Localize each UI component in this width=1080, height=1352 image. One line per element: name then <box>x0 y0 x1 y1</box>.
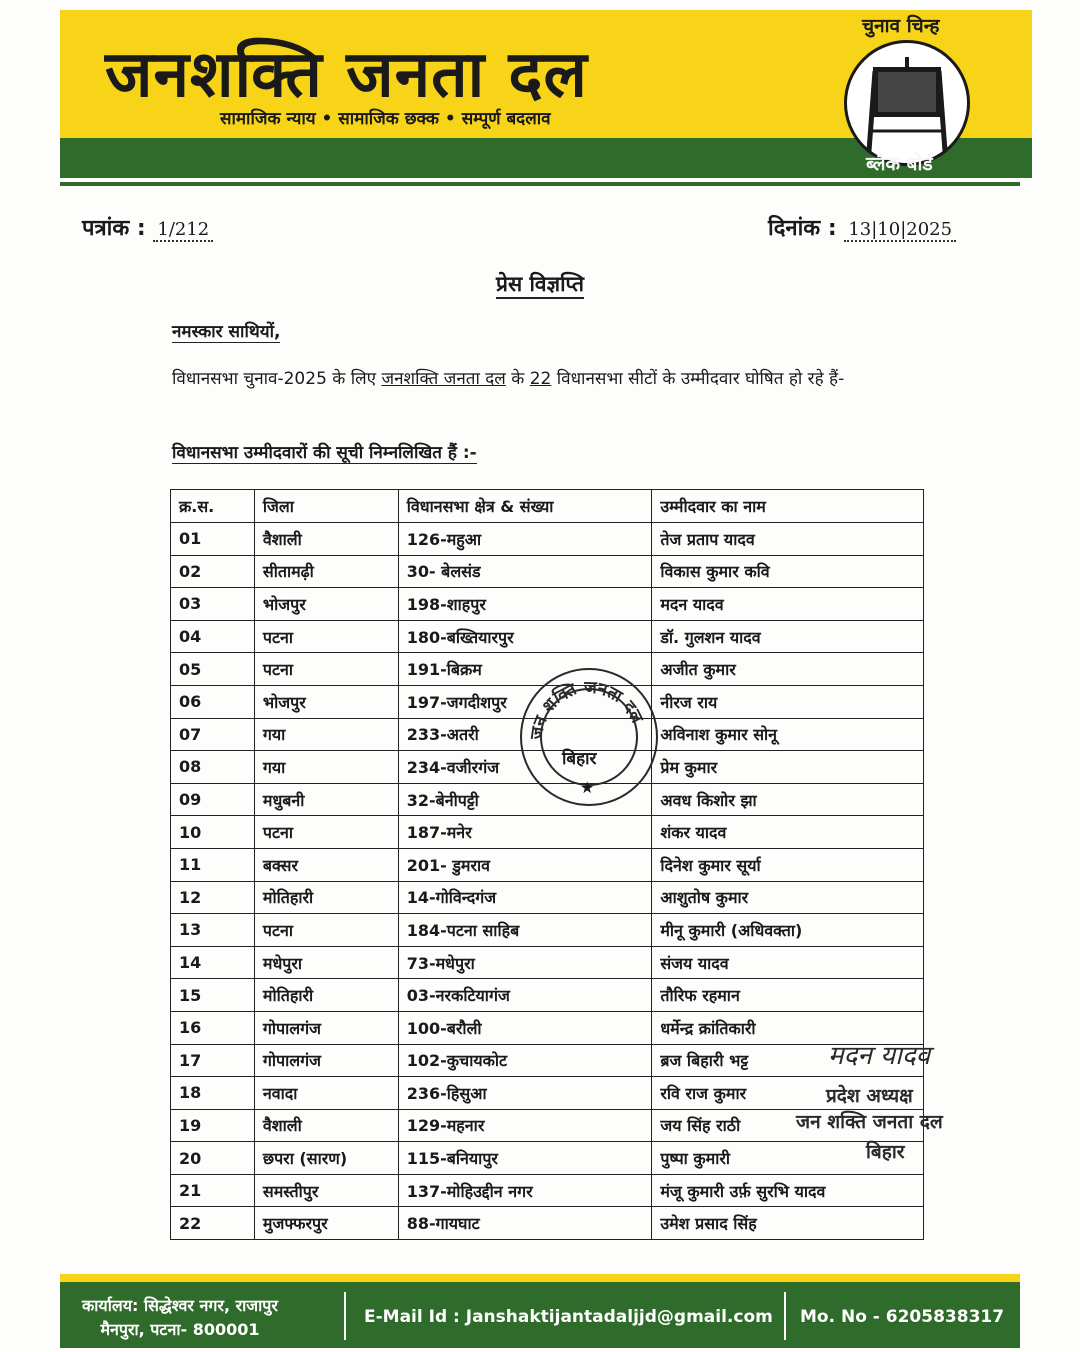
cell-constituency: 126-महुआ <box>398 523 652 556</box>
cell-district: वैशाली <box>254 1109 398 1142</box>
cell-serial: 10 <box>171 816 255 849</box>
signature-title: प्रदेश अध्यक्ष <box>826 1085 913 1107</box>
cell-constituency: 30- बेलसंड <box>398 555 652 588</box>
date <box>768 212 956 242</box>
cell-constituency: 100-बरौली <box>398 1011 652 1044</box>
date-label: दिनांक : <box>768 216 837 241</box>
cell-district: मोतिहारी <box>254 979 398 1012</box>
cell-constituency: 32-बेनीपट्टी <box>398 783 652 816</box>
cell-serial: 08 <box>171 751 255 784</box>
cell-candidate: तौरिफ रहमान <box>652 979 924 1012</box>
cell-candidate: प्रेम कुमार <box>652 751 924 784</box>
cell-district: गया <box>254 751 398 784</box>
cell-district: पटना <box>254 914 398 947</box>
cell-candidate: विकास कुमार कवि <box>652 555 924 588</box>
table-row <box>171 1174 924 1207</box>
cell-candidate: शंकर यादव <box>652 816 924 849</box>
table-row <box>171 848 924 881</box>
star-icon: ★ <box>580 778 595 797</box>
cell-serial: 01 <box>171 523 255 556</box>
cell-district: मधेपुरा <box>254 946 398 979</box>
party-tagline: सामाजिक न्याय • सामाजिक छक्क • सम्पूर्ण बदलाव <box>220 109 551 129</box>
cell-constituency: 115-बनियापुर <box>398 1142 652 1175</box>
table-row <box>171 881 924 914</box>
party-seal-stamp <box>520 668 658 806</box>
signature-name: मदन यादव <box>828 1041 931 1071</box>
col-header-candidate: उम्मीदवार का नाम <box>652 490 924 523</box>
intro-paragraph: विधानसभा चुनाव-2025 के लिए जनशक्ति जनता दल के 22 विधानसभा सीटों के उम्मीदवार घोषित हो रहे हैं- <box>172 369 845 389</box>
cell-serial: 09 <box>171 783 255 816</box>
cell-serial: 07 <box>171 718 255 751</box>
cell-serial: 14 <box>171 946 255 979</box>
cell-serial: 17 <box>171 1044 255 1077</box>
cell-candidate: मीनू कुमारी (अधिवक्ता) <box>652 914 924 947</box>
cell-candidate: अवध किशोर झा <box>652 783 924 816</box>
seal-inner-ring <box>540 688 638 786</box>
cell-constituency: 233-अतरी <box>398 718 652 751</box>
document-title: प्रेस विज्ञप्ति <box>0 270 1080 298</box>
cell-serial: 22 <box>171 1207 255 1240</box>
cell-candidate: डॉ. गुलशन यादव <box>652 620 924 653</box>
footer-divider <box>784 1292 786 1340</box>
symbol-label: चुनाव चिन्ह <box>862 15 940 37</box>
cell-district: गया <box>254 718 398 751</box>
footer <box>60 1274 1020 1348</box>
cell-constituency: 187-मनेर <box>398 816 652 849</box>
symbol-name: ब्लैक बोर्ड <box>866 153 933 175</box>
svg-text:जन शक्ति जनता दल: जन शक्ति जनता दल <box>526 677 648 741</box>
reference-label: पत्रांक : <box>82 216 146 241</box>
table-row <box>171 816 924 849</box>
party-name: जनशक्ति जनता दल <box>105 38 588 112</box>
cell-candidate: मंजू कुमारी उर्फ़ सुरभि यादव <box>652 1174 924 1207</box>
cell-constituency: 180-बख्तियारपुर <box>398 620 652 653</box>
cell-serial: 21 <box>171 1174 255 1207</box>
cell-district: समस्तीपुर <box>254 1174 398 1207</box>
cell-candidate: रवि राज कुमार <box>652 1077 924 1110</box>
letterhead-divider <box>60 182 1020 186</box>
table-header-row <box>171 490 924 523</box>
cell-candidate: जय सिंह राठी <box>652 1109 924 1142</box>
cell-candidate: आशुतोष कुमार <box>652 881 924 914</box>
cell-district: गोपालगंज <box>254 1044 398 1077</box>
cell-district: सीतामढ़ी <box>254 555 398 588</box>
cell-serial: 04 <box>171 620 255 653</box>
table-row <box>171 523 924 556</box>
col-header-constituency: विधानसभा क्षेत्र & संख्या <box>398 490 652 523</box>
table-row <box>171 1207 924 1240</box>
contact-mobile: Mo. No - 6205838317 <box>800 1307 1005 1327</box>
cell-district: गोपालगंज <box>254 1011 398 1044</box>
footer-yellow-band <box>60 1274 1020 1282</box>
cell-district: मधुबनी <box>254 783 398 816</box>
reference-number <box>82 212 213 242</box>
cell-district: वैशाली <box>254 523 398 556</box>
cell-serial: 19 <box>171 1109 255 1142</box>
cell-district: पटना <box>254 653 398 686</box>
seal-city: बिहार <box>562 749 597 769</box>
signature-state: बिहार <box>866 1141 905 1163</box>
cell-candidate: मदन यादव <box>652 588 924 621</box>
intro-seat-count: 22 <box>529 369 552 389</box>
cell-candidate: नीरज राय <box>652 685 924 718</box>
office-address: कार्यालय: सिद्धेश्वर नगर, राजापुर मैनपुरा, पटना- 800001 <box>82 1296 278 1339</box>
cell-constituency: 197-जगदीशपुर <box>398 685 652 718</box>
cell-district: मोतिहारी <box>254 881 398 914</box>
table-row <box>171 946 924 979</box>
cell-constituency: 03-नरकटियागंज <box>398 979 652 1012</box>
cell-serial: 20 <box>171 1142 255 1175</box>
cell-constituency: 137-मोहिउद्दीन नगर <box>398 1174 652 1207</box>
cell-candidate: तेज प्रताप यादव <box>652 523 924 556</box>
table-row <box>171 914 924 947</box>
cell-candidate: धर्मेन्द्र क्रांतिकारी <box>652 1011 924 1044</box>
date-value: 13|10|2025 <box>844 219 956 242</box>
cell-constituency: 184-पटना साहिब <box>398 914 652 947</box>
blackboard-easel-icon <box>844 40 970 166</box>
cell-serial: 16 <box>171 1011 255 1044</box>
signature-block <box>790 1028 1000 1168</box>
col-header-district: जिला <box>254 490 398 523</box>
cell-constituency: 14-गोविन्दगंज <box>398 881 652 914</box>
table-row <box>171 588 924 621</box>
signature-party: जन शक्ति जनता दल <box>796 1111 943 1133</box>
cell-candidate: ब्रज बिहारी भट्ट <box>652 1044 924 1077</box>
col-header-serial: क्र.स. <box>171 490 255 523</box>
cell-candidate: अजीत कुमार <box>652 653 924 686</box>
cell-serial: 15 <box>171 979 255 1012</box>
cell-candidate: अविनाश कुमार सोनू <box>652 718 924 751</box>
cell-district: छपरा (सारण) <box>254 1142 398 1175</box>
cell-constituency: 102-कुचायकोट <box>398 1044 652 1077</box>
intro-party-name: जनशक्ति जनता दल <box>381 369 506 389</box>
cell-district: नवादा <box>254 1077 398 1110</box>
contact-email[interactable]: E-Mail Id : Janshaktijantadaljjd@gmail.com <box>364 1307 773 1327</box>
cell-candidate: दिनेश कुमार सूर्या <box>652 848 924 881</box>
cell-serial: 03 <box>171 588 255 621</box>
cell-serial: 12 <box>171 881 255 914</box>
cell-candidate: पुष्पा कुमारी <box>652 1142 924 1175</box>
cell-district: पटना <box>254 620 398 653</box>
cell-serial: 11 <box>171 848 255 881</box>
letterhead <box>60 10 1032 185</box>
cell-serial: 18 <box>171 1077 255 1110</box>
cell-constituency: 201- डुमराव <box>398 848 652 881</box>
cell-district: बक्सर <box>254 848 398 881</box>
cell-serial: 02 <box>171 555 255 588</box>
cell-constituency: 234-वजीरगंज <box>398 751 652 784</box>
cell-constituency: 236-हिसुआ <box>398 1077 652 1110</box>
cell-serial: 06 <box>171 685 255 718</box>
cell-constituency: 129-महनार <box>398 1109 652 1142</box>
cell-candidate: संजय यादव <box>652 946 924 979</box>
cell-constituency: 88-गायघाट <box>398 1207 652 1240</box>
cell-candidate: उमेश प्रसाद सिंह <box>652 1207 924 1240</box>
cell-district: मुजफ्फरपुर <box>254 1207 398 1240</box>
cell-serial: 13 <box>171 914 255 947</box>
list-heading: विधानसभा उम्मीदवारों की सूची निम्नलिखित हैं :- <box>172 440 477 464</box>
cell-constituency: 73-मधेपुरा <box>398 946 652 979</box>
cell-constituency: 198-शाहपुर <box>398 588 652 621</box>
cell-district: भोजपुर <box>254 685 398 718</box>
cell-serial: 05 <box>171 653 255 686</box>
cell-district: पटना <box>254 816 398 849</box>
table-row <box>171 979 924 1012</box>
footer-divider <box>344 1292 346 1340</box>
cell-constituency: 191-बिक्रम <box>398 653 652 686</box>
table-row <box>171 620 924 653</box>
table-row <box>171 555 924 588</box>
greeting: नमस्कार साथियों, <box>172 319 280 343</box>
reference-value: 1/212 <box>153 219 213 242</box>
cell-district: भोजपुर <box>254 588 398 621</box>
